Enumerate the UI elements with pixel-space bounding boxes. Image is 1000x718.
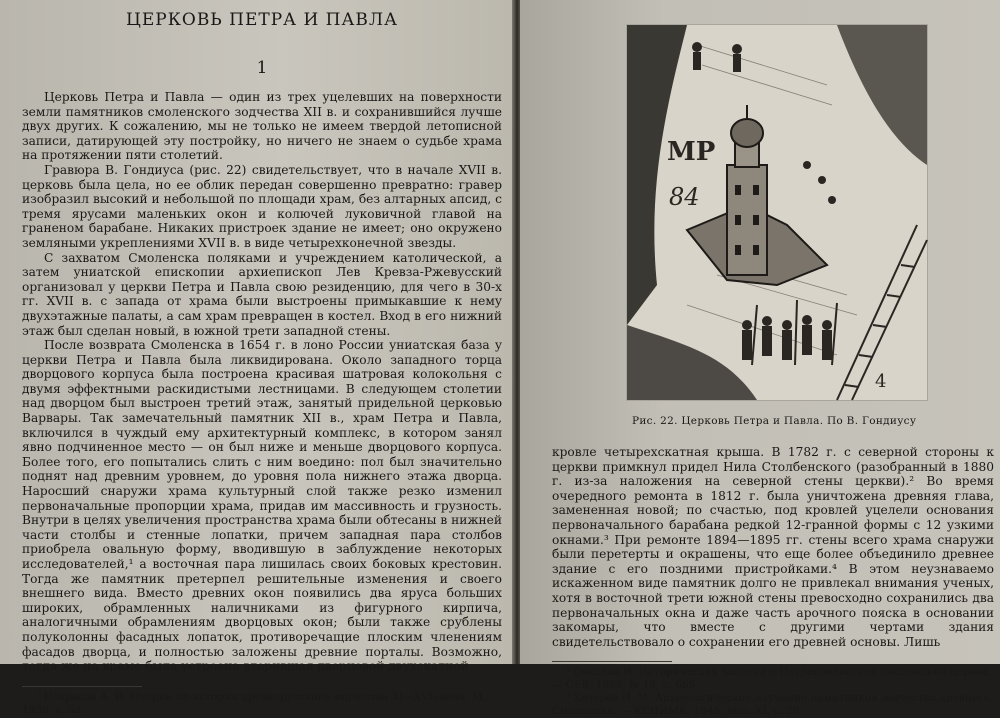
engraving-label-84: 84 <box>669 183 700 211</box>
footnote-divider <box>22 686 142 687</box>
engraving-label-4: 4 <box>875 371 887 392</box>
footnote: ² Соколов И. Историческая записка о Петропавловской смоленской церкви. — СЕВ, 1896, № 13, с. 665. <box>552 666 993 692</box>
paragraph: После возврата Смоленска в 1654 г. в лоно России униатская база у церкви Петра и Павла была ликвидирована. Около западного торца дворцового корпуса была построена красивая шатровая колокольня с двумя эффектными раскидистыми лестницами. В следующем столетии над дворцом был выстроен третий этаж, занятый придельной церковью Варвары. Так замечательный памятник XII в., храм Петра и Павла, включился в чуждый ему архитектурный комплекс, в котором занял явно подчиненное место — он был ниже и меньше дворцового корпуса. Более того, его попытались слить с ним воедино: пол был значительно поднят над древним уровнем, до уровня пола нижнего этажа дворца. Наросший снаружи храма культурный слой также резко изменил первоначальные пропорции храма, придав им массивность и грузность. Внутри в целях увеличения пространства храма были обтесаны в нижней части столбы и стенные лопатки, причем западная пара столбов приобрела овальную форму, вводившую в заблуждение некоторых исследователей,¹ а восточная пара лишилась своих боковых крестовин. Тогда же памятник претерпел решительные изменения и своего внешнего вида. Вместо древних окон появились два яруса больших широких, обрамленных наличниками из фигурного кирпича, аналогичными обрамлениям дворцовых окон; были также срублены полуколонны фасадных лопаток, противоречащие плоским членениям фасадов дворца, и полностью заложены древние порталы. Возможно, тогда же на храме была устроена вторившая дворцовой двухскатной <box>22 338 502 674</box>
footnote: ¹ Некрасов А. И. Очерки по истории древнерусского зодчества XI—XVII века. М., 1936, с. 52. <box>22 690 490 716</box>
paragraph: Гравюра В. Гондиуса (рис. 22) свидетельствует, что в начале XVII в. церковь была цела, но ее облик передан совершенно превратно: гравер изобразил высокий и небольшой по площади храм, без алтарных апсид, с тремя ярусами маленьких окон и колючей луковичной главой на граненом барабане. Никаких пристроек здание не имеет; оно окружено земляными укреплениями XVII в. в виде четырехконечной звезды. <box>22 162 502 250</box>
paragraph: кровле четырехскатная крыша. В 1782 г. с северной стороны к церкви примкнул придел Нила Столбенского (разобранный в 1880 г. из-за наложения на северной стены церкви).² Во время очередного ремонта в 1812 г. была уничтожена древняя глава, замененная новой; по счастью, под кровлей уцелели основания первоначального барабана редкой 12-гранной формы с 12 узкими окнами.³ При ремонте 1894—1895 гг. стены всего храма снаружи были перетерты и окрашены, что еще более объединило древнее здание с его поздними пристройками.⁴ В этом неузнаваемо искаженном виде памятник долго не привлекал внимания ученых, хотя в восточной трети южной стены превосходно сохранились два первоначальных окна и даже часть арочного пояска в основании закомары, что вместе с другими чертами здания свидетельствовало о сохранении его древней основы. Лишь <box>552 445 994 649</box>
right-page <box>520 0 1000 718</box>
engraving-illustration <box>627 25 927 400</box>
engraving-label-mp: МР <box>667 137 716 167</box>
engraving-figure <box>626 24 928 401</box>
footnote: ³ Хозеров И. М. Археологическое изучение памятников зодчества древнего Смоленска. — КСИИМК, 1945, вып. XI, с. 29. <box>552 692 990 718</box>
chapter-title: ЦЕРКОВЬ ПЕТРА И ПАВЛА <box>126 10 398 30</box>
paragraph: Церковь Петра и Павла — один из трех уцелевших на поверхности земли памятников смоленского зодчества XII в. и сохранившийся лучше двух других. К сожалению, мы не только не имеем твердой летописной записи, датирующей эту постройку, но ничего не знаем о судьбе храма на протяжении пяти столетий. <box>22 90 502 163</box>
figure-caption: Рис. 22. Церковь Петра и Павла. По В. Гондиусу <box>632 415 917 427</box>
footnote-divider <box>552 661 672 662</box>
section-number: 1 <box>256 58 268 78</box>
paragraph: С захватом Смоленска поляками и учреждением католической, а затем униатской епископии архиепископ Лев Кревза-Ржевусский организовал у церкви Петра и Павла свою резиденцию, для чего в 30-х гг. XVII в. с запада от храма были выстроены примыкавшие к нему двухэтажные палаты, а сам храм превращен в костел. Вход в его нижний этаж был сделан новый, в южной трети западной стены. <box>22 250 502 338</box>
